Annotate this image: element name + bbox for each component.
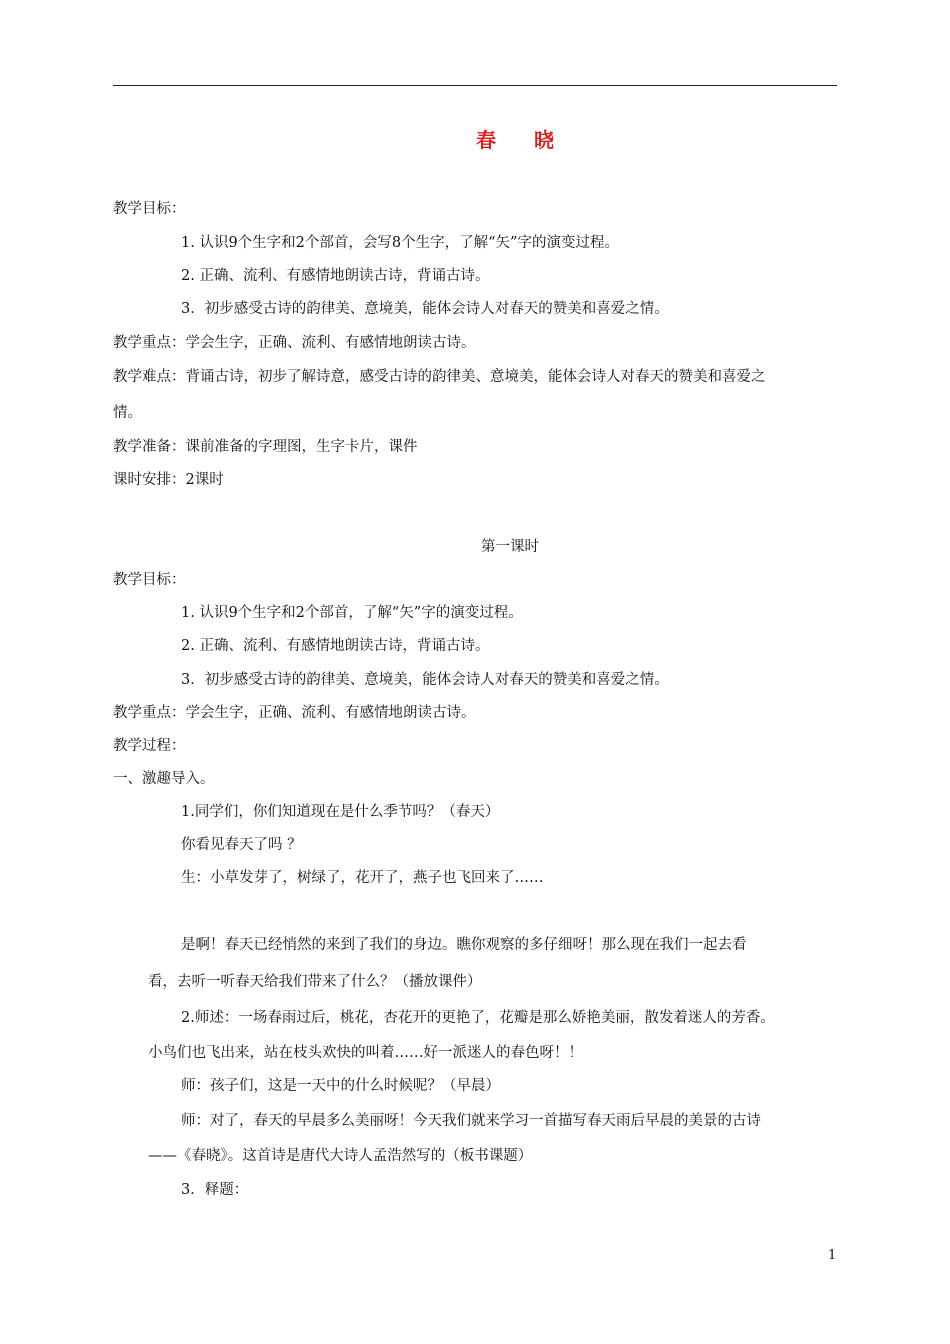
page-number: 1 [828,1248,837,1263]
title-char-1: 春 [476,128,496,152]
preparation: 教学准备：课前准备的字理图，生字卡片，课件 [113,439,418,455]
title-char-2: 晓 [534,128,554,152]
goal-item: 2. 正确、流利、有感情地朗读古诗，背诵古诗。 [181,268,490,284]
goal-item: 1. 认识9个生字和2个部首，了解“矢”字的演变过程。 [181,605,523,621]
header-rule [113,85,837,86]
goal-item: 1. 认识9个生字和2个部首，会写8个生字，了解“矢”字的演变过程。 [181,235,619,251]
paragraph-line: 生：小草发芽了，树绿了，花开了，燕子也飞回来了…… [181,870,544,886]
key-point: 教学重点：学会生字，正确、流利、有感情地朗读古诗。 [113,335,476,351]
paragraph-line: 小鸟们也飞出来，站在枝头欢快的叫着……好一派迷人的春色呀！！ [148,1045,583,1061]
goals-heading: 教学目标： [113,201,186,217]
paragraph-line: 2.师述：一场春雨过后，桃花，杏花开的更艳了，花瓣是那么娇艳美丽，散发着迷人的芳香。 [181,1010,775,1026]
difficulty-line: 情。 [113,405,142,421]
section-heading: 一、激趣导入。 [113,771,215,787]
paragraph-line: 师：对了，春天的早晨多么美丽呀！今天我们就来学习一首描写春天雨后早晨的美景的古诗 [181,1113,761,1129]
process-heading: 教学过程： [113,738,186,754]
paragraph-line: 你看见春天了吗 ？ [181,837,302,853]
lesson-heading: 第一课时 [481,539,539,555]
document-title [0,124,950,153]
paragraph-line: 师：孩子们，这是一天中的什么时候呢？（早晨） [181,1078,500,1094]
paragraph-line: ——《春晓》。这首诗是唐代大诗人孟浩然写的（板书课题） [148,1148,533,1164]
goal-item: 2. 正确、流利、有感情地朗读古诗，背诵古诗。 [181,638,490,654]
schedule: 课时安排：2课时 [113,472,224,488]
paragraph-line: 1.同学们，你们知道现在是什么季节吗？（春天） [181,804,500,820]
key-point: 教学重点：学会生字，正确、流利、有感情地朗读古诗。 [113,705,476,721]
goal-item: 3．初步感受古诗的韵律美、意境美，能体会诗人对春天的赞美和喜爱之情。 [181,301,669,317]
paragraph-line: 是啊！春天已经悄然的来到了我们的身边。瞧你观察的多仔细呀！那么现在我们一起去看 [181,937,747,953]
goal-item: 3．初步感受古诗的韵律美、意境美，能体会诗人对春天的赞美和喜爱之情。 [181,672,669,688]
paragraph-line: 看，去听一听春天给我们带来了什么？（播放课件） [148,974,482,990]
difficulty-line: 教学难点：背诵古诗，初步了解诗意，感受古诗的韵律美、意境美，能体会诗人对春天的赞美和喜爱之 [113,369,766,385]
goals-heading: 教学目标： [113,572,186,588]
paragraph-line: 3．释题： [181,1182,249,1198]
